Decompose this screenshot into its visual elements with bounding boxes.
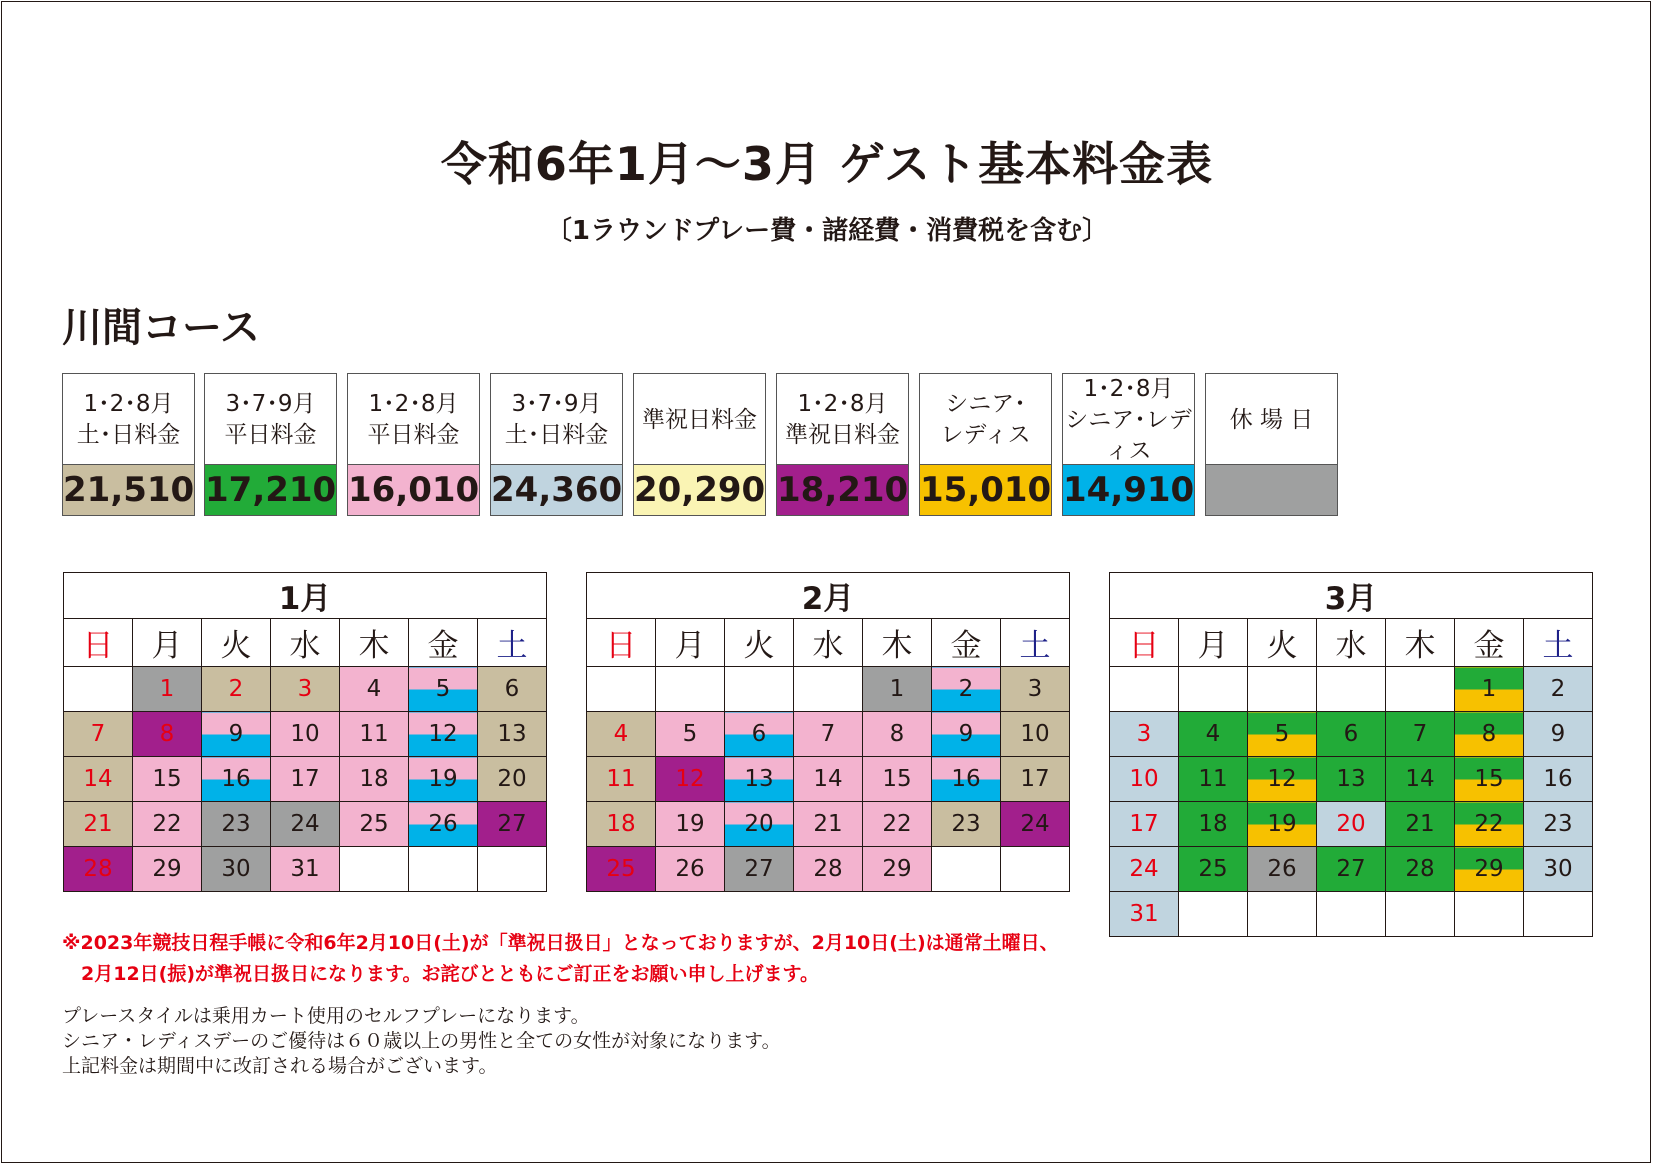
day-cell: 24 [271,802,340,847]
week-row [64,847,547,892]
correction-notice [62,928,1059,990]
empty-cell [1317,667,1386,712]
day-cell: 2 [1524,667,1593,712]
day-cell: 15 [133,757,202,802]
legend-item [204,373,337,516]
day-cell: 21 [64,802,133,847]
weekday-header: 日 [64,619,133,667]
legend-price: 16,010 [348,464,479,515]
week-row [587,712,1070,757]
day-cell: 13 [478,712,547,757]
empty-cell [1110,667,1179,712]
day-cell: 4 [340,667,409,712]
day-cell: 7 [794,712,863,757]
day-cell: 23 [1524,802,1593,847]
day-cell: 1 [133,667,202,712]
empty-cell [1524,892,1593,937]
legend-item [347,373,480,516]
day-cell: 3 [1001,667,1070,712]
legend-price: 24,360 [491,464,622,515]
day-cell: 9 [932,712,1001,757]
empty-cell [1248,667,1317,712]
day-cell: 10 [1001,712,1070,757]
month-title: 2月 [587,573,1070,619]
weekday-header: 木 [340,619,409,667]
day-cell: 22 [133,802,202,847]
empty-cell [1248,892,1317,937]
day-cell: 8 [133,712,202,757]
legend-item [1205,373,1338,516]
day-cell: 11 [340,712,409,757]
day-cell: 21 [1386,802,1455,847]
legend-item [633,373,766,516]
week-row [587,802,1070,847]
empty-cell [932,847,1001,892]
weekday-header: 火 [202,619,271,667]
day-cell: 19 [409,757,478,802]
day-cell: 2 [202,667,271,712]
day-cell: 12 [656,757,725,802]
legend-price: 20,290 [634,464,765,515]
day-cell: 5 [409,667,478,712]
note-line: プレースタイルは乗用カート使用のセルフプレーになります。 [62,1005,590,1027]
day-cell: 17 [271,757,340,802]
day-cell: 29 [133,847,202,892]
day-cell: 30 [202,847,271,892]
day-cell: 19 [656,802,725,847]
day-cell: 18 [340,757,409,802]
empty-cell [64,667,133,712]
week-row [1110,712,1593,757]
day-cell: 26 [656,847,725,892]
day-cell: 16 [932,757,1001,802]
day-cell: 14 [794,757,863,802]
weekday-header: 日 [1110,619,1179,667]
week-row [64,757,547,802]
legend-price: 15,010 [920,464,1051,515]
day-cell: 29 [1455,847,1524,892]
page-subtitle: 〔1ラウンドプレー費・諸経費・消費税を含む〕 [545,216,1109,246]
legend-label: 1･2･8月 準祝日料金 [785,391,900,448]
week-row [587,667,1070,712]
week-row [1110,847,1593,892]
day-cell: 18 [1179,802,1248,847]
legend-price: 17,210 [205,464,336,515]
weekday-header: 土 [1001,619,1070,667]
day-cell: 5 [656,712,725,757]
day-cell: 15 [863,757,932,802]
day-cell: 17 [1001,757,1070,802]
day-cell: 13 [725,757,794,802]
day-cell: 11 [587,757,656,802]
empty-cell [1317,892,1386,937]
day-cell: 11 [1179,757,1248,802]
calendar-month [1109,572,1593,937]
legend-item [1062,373,1195,516]
legend-label: 3･7･9月 平日料金 [224,391,317,448]
week-row [587,757,1070,802]
empty-cell [1386,892,1455,937]
correction-line: 2月12日(振)が準祝日扱日になります。お詫びとともにご訂正をお願い申し上げます。 [62,963,819,985]
day-cell: 28 [64,847,133,892]
day-cell: 13 [1317,757,1386,802]
day-cell: 9 [1524,712,1593,757]
day-cell: 12 [1248,757,1317,802]
day-cell: 27 [1317,847,1386,892]
day-cell: 6 [725,712,794,757]
week-row [64,712,547,757]
weekday-header: 火 [1248,619,1317,667]
empty-cell [478,847,547,892]
legend-label: 準祝日料金 [642,406,757,433]
day-cell: 18 [587,802,656,847]
day-cell: 26 [1248,847,1317,892]
weekday-header: 木 [863,619,932,667]
legend-item [776,373,909,516]
day-cell: 15 [1455,757,1524,802]
day-cell: 10 [271,712,340,757]
calendar-month [63,572,547,892]
day-cell: 10 [1110,757,1179,802]
empty-cell [340,847,409,892]
day-cell: 12 [409,712,478,757]
weekday-header: 土 [1524,619,1593,667]
day-cell: 9 [202,712,271,757]
day-cell: 3 [271,667,340,712]
day-cell: 14 [64,757,133,802]
empty-cell [409,847,478,892]
day-cell: 14 [1386,757,1455,802]
legend-label: 1･2･8月 シニア･レディス [1065,375,1192,464]
day-cell: 7 [1386,712,1455,757]
day-cell: 25 [1179,847,1248,892]
weekday-header: 月 [1179,619,1248,667]
empty-cell [725,667,794,712]
day-cell: 23 [202,802,271,847]
legend-item [490,373,623,516]
weekday-header: 土 [478,619,547,667]
day-cell: 20 [478,757,547,802]
day-cell: 27 [725,847,794,892]
day-cell: 2 [932,667,1001,712]
day-cell: 25 [340,802,409,847]
day-cell: 25 [587,847,656,892]
day-cell: 5 [1248,712,1317,757]
day-cell: 19 [1248,802,1317,847]
day-cell: 24 [1110,847,1179,892]
day-cell: 30 [1524,847,1593,892]
weekday-header: 月 [133,619,202,667]
legend-item [919,373,1052,516]
day-cell: 23 [932,802,1001,847]
legend-label: シニア･ レディス [940,391,1031,448]
week-row [64,802,547,847]
week-row [64,667,547,712]
weekday-header: 火 [725,619,794,667]
empty-cell [1386,667,1455,712]
legend-item [62,373,195,516]
legend-label: 1･2･8月 平日料金 [367,391,460,448]
legend-label: 3･7･9月 土･日料金 [504,391,609,448]
weekday-header: 金 [409,619,478,667]
weekday-header: 金 [1455,619,1524,667]
week-row [587,847,1070,892]
empty-cell [1179,667,1248,712]
empty-cell [1001,847,1070,892]
day-cell: 6 [1317,712,1386,757]
day-cell: 21 [794,802,863,847]
weekday-header: 金 [932,619,1001,667]
day-cell: 16 [202,757,271,802]
day-cell: 22 [1455,802,1524,847]
notes [62,1004,781,1079]
day-cell: 28 [1386,847,1455,892]
weekday-header: 水 [1317,619,1386,667]
page-title: 令和6年1月〜3月 ゲスト基本料金表 [440,137,1214,191]
week-row [1110,757,1593,802]
day-cell: 31 [271,847,340,892]
day-cell: 26 [409,802,478,847]
day-cell: 1 [863,667,932,712]
day-cell: 20 [725,802,794,847]
day-cell: 7 [64,712,133,757]
day-cell: 28 [794,847,863,892]
day-cell: 8 [863,712,932,757]
calendar-month [586,572,1070,892]
empty-cell [1179,892,1248,937]
note-line: シニア・レディスデーのご優待は６０歳以上の男性と全ての女性が対象になります。 [62,1030,781,1052]
legend-label: 1･2･8月 土･日料金 [76,391,181,448]
day-cell: 22 [863,802,932,847]
week-row [1110,892,1593,937]
weekday-header: 日 [587,619,656,667]
day-cell: 16 [1524,757,1593,802]
empty-cell [794,667,863,712]
day-cell: 3 [1110,712,1179,757]
day-cell: 24 [1001,802,1070,847]
empty-cell [656,667,725,712]
week-row [1110,802,1593,847]
day-cell: 6 [478,667,547,712]
note-line: 上記料金は期間中に改訂される場合がございます。 [62,1055,498,1077]
month-title: 1月 [64,573,547,619]
weekday-header: 木 [1386,619,1455,667]
day-cell: 31 [1110,892,1179,937]
day-cell: 20 [1317,802,1386,847]
day-cell: 17 [1110,802,1179,847]
day-cell: 8 [1455,712,1524,757]
legend-price: 14,910 [1063,464,1194,515]
course-name: 川間コース [62,305,260,351]
day-cell: 4 [1179,712,1248,757]
legend-label: 休 場 日 [1229,406,1314,433]
weekday-header: 水 [271,619,340,667]
day-cell: 1 [1455,667,1524,712]
legend-price: 21,510 [63,464,194,515]
empty-cell [1455,892,1524,937]
month-title: 3月 [1110,573,1593,619]
weekday-header: 月 [656,619,725,667]
legend-price: 18,210 [777,464,908,515]
day-cell: 29 [863,847,932,892]
day-cell: 4 [587,712,656,757]
week-row [1110,667,1593,712]
empty-cell [587,667,656,712]
day-cell: 27 [478,802,547,847]
legend-price [1206,464,1337,515]
correction-line: ※2023年競技日程手帳に令和6年2月10日(土)が「準祝日扱日」となっておりますが、2月10日(土)は通常土曜日、 [62,932,1059,954]
weekday-header: 水 [794,619,863,667]
